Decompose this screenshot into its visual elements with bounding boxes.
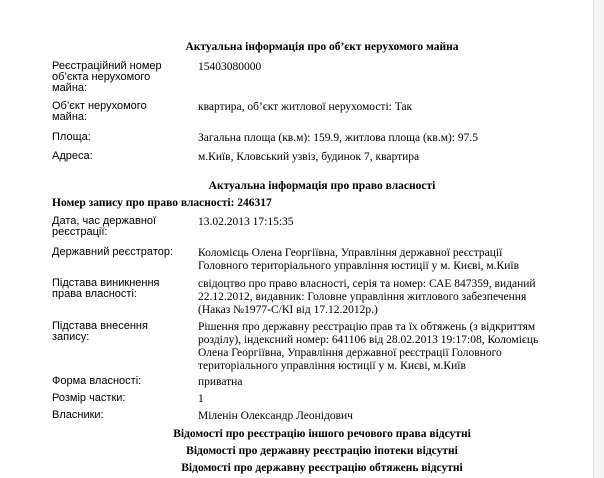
basis-entry-value: Рішення про державну реєстрацію прав та їх обтяжень (з відкриттям розділу), індексний номер: 641106 від 28.02.2013 19:17:08, Коломієць Олена Георгіївна, Управління державної реєстрації Головного територіального управління юстиції у м. Києві, м.Київ [198, 321, 539, 372]
area-value: Загальна площа (кв.м): 159.9, житлова площа (кв.м): 97.5 [198, 132, 478, 144]
basis-entry-label: Підстава внесення запису: [52, 320, 148, 343]
registration-date-value: 13.02.2013 17:15:35 [198, 216, 294, 228]
registrar-value: Коломієць Олена Георгіївна, Управління державної реєстрації Головного територіального управління юстиції у м. Києві, м.Київ [198, 247, 519, 272]
ownership-form-value: приватна [198, 376, 243, 388]
object-section-heading: Актуальна інформація про об’єкт нерухомого майна [185, 41, 459, 53]
share-size-value: 1 [198, 393, 204, 405]
object-value: квартира, об’єкт житлової нерухомості: Так [198, 101, 413, 113]
registration-number-value: 15403080000 [198, 61, 262, 73]
object-label: Об’єкт нерухомого майна: [52, 100, 147, 123]
registration-date-label: Дата, час державної реєстрації: [52, 215, 157, 238]
basis-origin-value: свідоцтво про право власності, серія та номер: САЕ 847359, виданий 22.12.2012, видавник: Головне управління житлового забезпечення (Наказ №1977-С/КІ від 17.12.2012р.) [198, 278, 536, 316]
basis-origin-label: Підстава виникнення права власності: [52, 277, 160, 300]
registration-number-label: Реєстраційний номер об’єкта нерухомого майна: [52, 60, 162, 94]
owners-label: Власники: [52, 409, 104, 421]
address-value: м.Київ, Кловський узвіз, будинок 7, квартира [198, 151, 420, 163]
share-size-label: Розмір частки: [52, 392, 126, 404]
notice-mortgage: Відомості про державну реєстрацію іпотеки відсутні [186, 445, 458, 457]
area-label: Площа: [52, 131, 91, 143]
ownership-form-label: Форма власності: [52, 375, 142, 387]
notice-other-rights: Відомості про реєстрацію іншого речового права відсутні [173, 428, 471, 440]
vertical-scrollbar[interactable] [593, 0, 604, 478]
notice-encumbrances: Відомості про державну реєстрацію обтяжень відсутні [181, 462, 463, 474]
ownership-section-heading: Актуальна інформація про право власності [208, 180, 436, 192]
owners-value: Міленін Олександр Леонідович [198, 410, 353, 422]
record-number: Номер запису про право власності: 246317 [52, 197, 272, 209]
registrar-label: Державний реєстратор: [52, 246, 174, 258]
address-label: Адреса: [52, 150, 93, 162]
